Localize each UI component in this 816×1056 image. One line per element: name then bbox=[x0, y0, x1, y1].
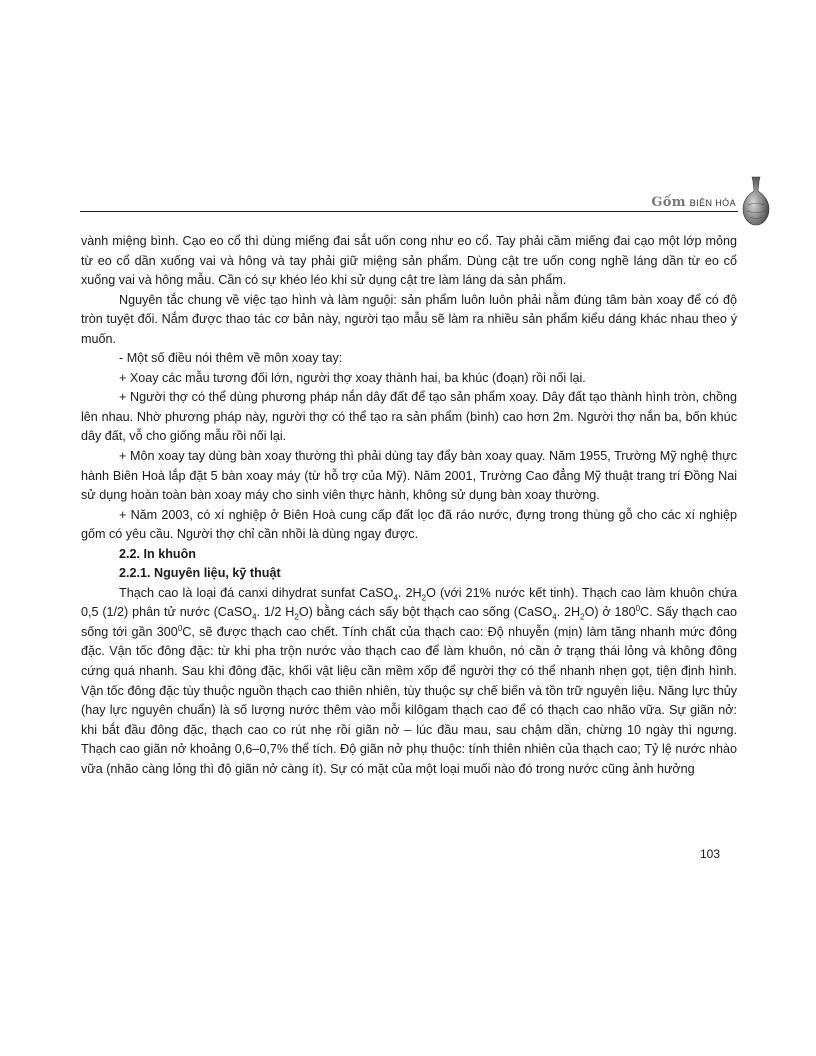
running-header bbox=[0, 175, 816, 235]
main-text bbox=[81, 232, 737, 779]
paragraph bbox=[81, 584, 737, 779]
paragraph: vành miệng bình. Cạo eo cổ thì dùng miếng đai sắt uốn cong như eo cổ. Tay phải cầm miếng đai cạo một lớp mỏng từ eo cổ dần xuống vai và hông và tay phải giữ miệng sản phẩm. Dùng cật tre uốn cong nghề láng dần từ eo cổ xuống vai và hông mẫu. Cần có sự khéo léo khi sử dụng cật tre làm láng da sản phẩm. bbox=[81, 234, 737, 288]
text-run: C, sẽ được thạch cao chết. Tính chất của thạch cao: Độ nhuyễn (mịn) làm tăng nhanh mức đông đặc. Vận tốc đông đặc: từ khi pha trộn nước vào thạch cao để làm khuôn, nó cần ở trạng thái lỏng và không đông cứng quá nhanh. Sau khi đông đặc, khối vật liệu cần mềm xốp để người thợ có thể nhanh nhẹn gọt, tiện định hình. Vận tốc đông đặc tùy thuộc nguồn thạch cao thiên nhiên, tùy thuộc sự chế biến và tồn trữ nguyên liệu. Năng lực thủy (hay lực nguyên chuẩn) là số lượng nước thêm vào mỗi kilôgam thạch cao để có thạch cao nhão vữa. Sự giãn nở: khi bắt đầu đông đặc, thạch cao co rút nhẹ rồi giãn nở – lúc đầu mau, sau chậm dần, chừng 10 ngày thì ngưng. Thạch cao giãn nở khoảng 0,6–0,7% thể tích. Độ giãn nở phụ thuộc: tính thiên nhiên của thạch cao; Tỷ lệ nước nhào vữa (nhão càng lỏng thì độ giãn nở càng ít). Sự có mặt của một loại muối nào đó trong nước cũng ảnh hưởng bbox=[81, 624, 737, 776]
text-run: O) ở 180 bbox=[584, 605, 636, 620]
text-run: Thạch cao là loại đá canxi dihydrat sunfat CaSO bbox=[119, 585, 394, 600]
text-run: . 2H bbox=[556, 605, 581, 620]
subsection-heading: 2.2.1. Nguyên liệu, kỹ thuật bbox=[119, 566, 281, 581]
paragraph: Nguyên tắc chung về việc tạo hình và làm nguội: sản phẩm luôn luôn phải nằm đúng tâm bàn xoay để có độ tròn tuyệt đối. Nắm được thao tác cơ bản này, người tạo mẫu sẽ làm ra nhiều sản phẩm kiểu dáng khác nhau theo ý muốn. bbox=[81, 292, 737, 346]
page-number: 103 bbox=[700, 847, 721, 861]
subscript: 4 bbox=[252, 612, 257, 622]
text-run: . 1/2 H bbox=[256, 605, 295, 620]
section-heading: 2.2. In khuôn bbox=[119, 546, 196, 561]
superscript: 0 bbox=[177, 623, 183, 633]
list-item: + Năm 2003, có xí nghiệp ở Biên Hoà cung cấp đất lọc đã ráo nước, đựng trong thùng gỗ cho các xí nghiệp gốm có yêu cầu. Người thợ chỉ cần nhồi là dùng ngay được. bbox=[81, 507, 737, 542]
subscript: 2 bbox=[580, 612, 585, 622]
text-run: O (với 21% nước kết tinh). Thạch cao làm khuôn chứa 0,5 (1/2) phân tử nước (CaSO bbox=[81, 585, 737, 620]
header-rule bbox=[80, 211, 738, 212]
subscript: 2 bbox=[294, 612, 299, 622]
vase-icon bbox=[742, 175, 770, 227]
list-item: + Người thợ có thể dùng phương pháp nắn dây đất để tạo sản phẩm xoay. Dây đất tạo thành hình tròn, chồng lên nhau. Nhờ phương pháp này, người thợ có thể tạo ra sản phẩm (bình) cao hơn 2m. Người thợ nắn ba, bốn khúc dây đất, vỗ cho giống mẫu rồi nối lại. bbox=[81, 390, 737, 444]
brand-title: Gốm bbox=[651, 195, 686, 210]
subscript: 4 bbox=[393, 593, 398, 603]
text-run: C. Sấy thạch cao sống tới gần 300 bbox=[81, 605, 737, 639]
book-brand bbox=[651, 195, 736, 210]
list-item: + Môn xoay tay dùng bàn xoay thường thì phải dùng tay đẩy bàn xoay quay. Năm 1955, Trường Mỹ nghệ thực hành Biên Hoà lắp đặt 5 bàn xoay máy (từ hỗ trợ của Mỹ). Năm 2001, Trường Cao đẳng Mỹ thuật trang trí Đồng Nai sử dụng hoàn toàn bàn xoay máy cho sinh viên thực hành, không sử dụng bàn xoay thường. bbox=[81, 449, 737, 503]
paragraph: - Một số điều nói thêm về môn xoay tay: bbox=[119, 351, 343, 366]
list-item: + Xoay các mẫu tương đối lớn, người thợ xoay thành hai, ba khúc (đoạn) rồi nối lại. bbox=[119, 370, 586, 385]
superscript: 0 bbox=[635, 604, 641, 614]
subscript: 4 bbox=[552, 612, 557, 622]
text-run: . 2H bbox=[397, 585, 422, 600]
subscript: 2 bbox=[421, 593, 427, 603]
text-run: O) bằng cách sấy bột thạch cao sống (CaSO bbox=[298, 605, 553, 620]
brand-subtitle: BIÊN HÒA bbox=[689, 198, 736, 208]
